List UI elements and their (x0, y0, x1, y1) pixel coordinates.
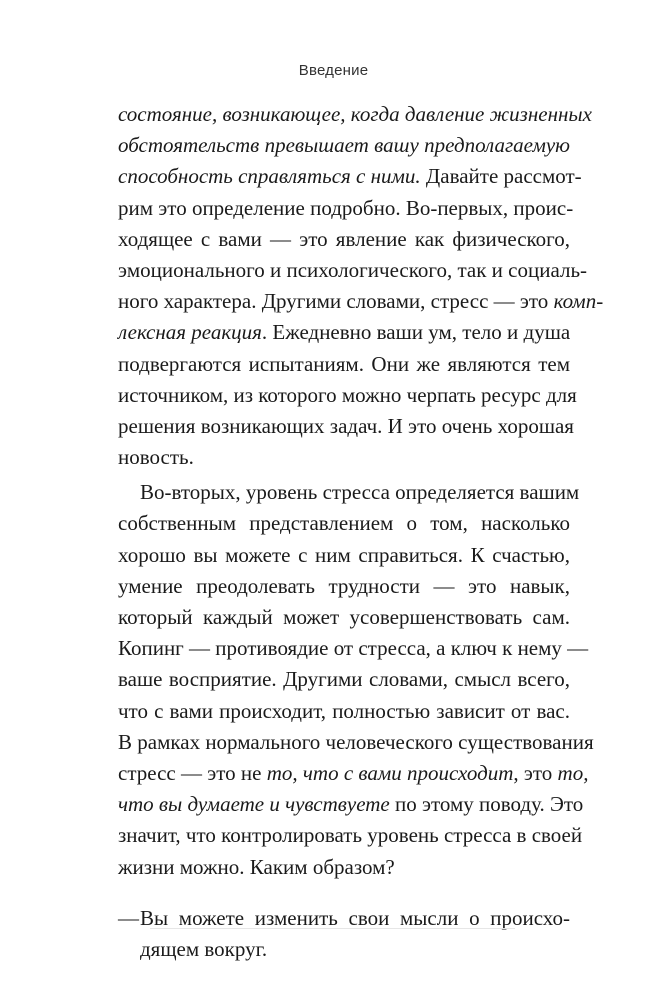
text-line: значит, что контролировать уровень стресса в своей (118, 823, 583, 848)
italic-text: что вы думаете и чувствуете (118, 792, 390, 817)
text-line: собственным представлением о том, насколько (118, 511, 570, 536)
list-item (118, 903, 570, 934)
paragraph-2 (118, 477, 594, 882)
italic-text: лексная реакция (118, 320, 262, 345)
text-line (118, 789, 584, 820)
text-line: что с вами происходит, полностью зависит от вас. (118, 698, 570, 723)
text-span: ного характера. Другими словами, стресс — это (118, 289, 554, 314)
text-line (118, 99, 592, 130)
italic-text: способность справляться с ними. (118, 164, 421, 189)
italic-text: комп- (553, 289, 604, 314)
text-line: новость. (118, 445, 194, 470)
text-line (118, 317, 570, 348)
text-line (118, 286, 604, 317)
text-span: , это (513, 760, 558, 785)
text-line (118, 130, 570, 161)
text-line: хорошо вы можете с ним справиться. К счастью, (118, 542, 570, 567)
list-spacer (118, 883, 570, 903)
text-line: подвергаются испытаниям. Они же являются тем (118, 351, 570, 376)
page-bottom-rule (150, 928, 515, 929)
text-line: В рамках нормального человеческого существования (118, 729, 594, 754)
bullet-list (118, 903, 570, 965)
italic-text: то, что с вами происходит (266, 760, 514, 785)
text-line: источником, из которого можно черпать ресурс для (118, 382, 577, 407)
text-line: ходящее с вами — это явление как физического, (118, 226, 570, 251)
body-text (118, 99, 604, 965)
paragraph-1 (118, 99, 604, 473)
text-span: стресс — это не (118, 760, 267, 785)
text-span: . Ежедневно ваши ум, тело и душа (261, 320, 571, 345)
text-span: Давайте рассмот- (420, 164, 582, 189)
running-header: Введение (298, 62, 369, 79)
dash-marker: — (118, 905, 139, 930)
list-item-continuation: дящем вокруг. (140, 936, 268, 961)
italic-text: обстоятельств превышает вашу предполагаемую (118, 133, 570, 158)
text-line: жизни можно. Каким образом? (118, 854, 395, 879)
text-line: рим это определение подробно. Во-первых, проис- (118, 195, 574, 220)
text-line: Копинг — противоядие от стресса, а ключ к нему — (118, 636, 589, 661)
text-line (118, 161, 582, 192)
text-line: ваше восприятие. Другими словами, смысл всего, (118, 667, 570, 692)
text-line: эмоционального и психологического, так и социаль- (118, 257, 588, 282)
text-line: решения возникающих задач. И это очень хорошая (118, 413, 574, 438)
text-line: который каждый может усовершенствовать сам. (118, 605, 570, 629)
text-line: умение преодолевать трудности — это навык, (118, 573, 570, 598)
italic-text: то, (557, 760, 589, 785)
text-span: Вы можете изменить свои мысли о происхо- (140, 905, 570, 930)
text-line: Во-вторых, уровень стресса определяется вашим (140, 480, 580, 505)
text-span: по этому поводу. Это (389, 792, 584, 817)
italic-text: состояние, возникающее, когда давление жизненных (118, 102, 592, 126)
text-line (118, 758, 589, 789)
